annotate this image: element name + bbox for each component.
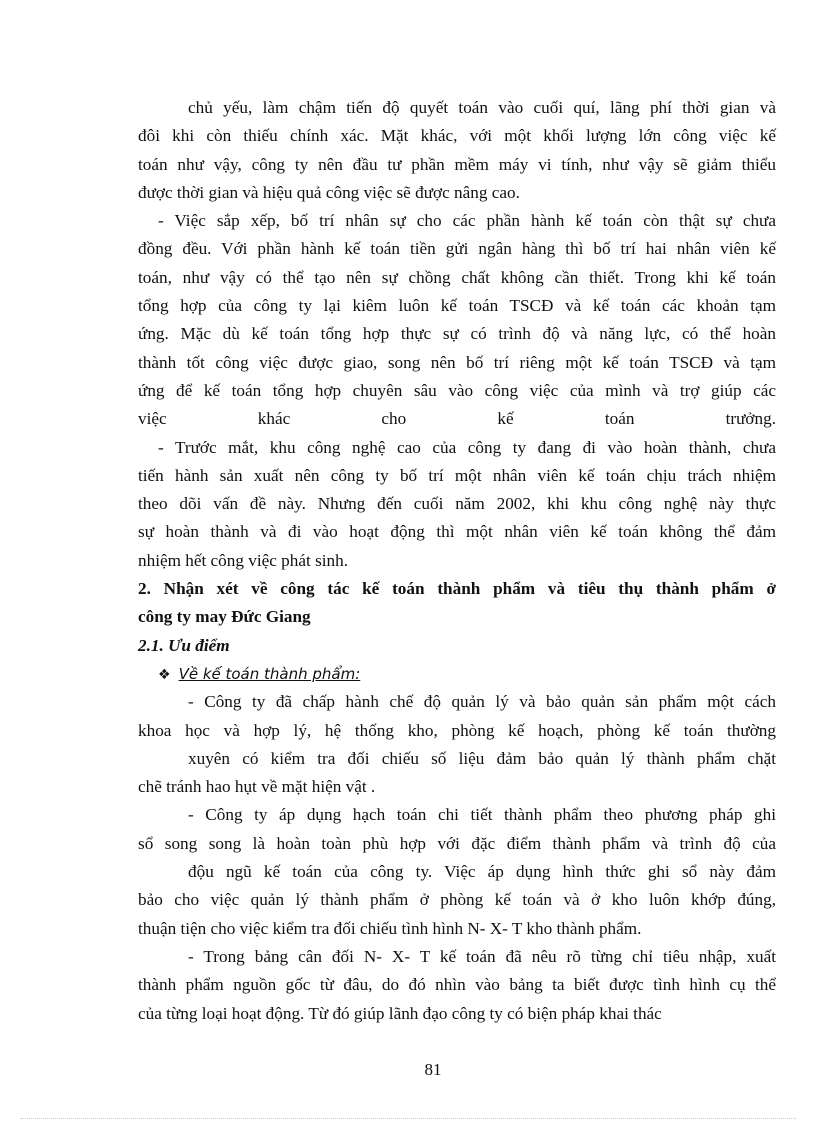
subsection-heading: 2.1. Ưu điểm [138, 635, 230, 655]
footer-divider [20, 1118, 796, 1119]
text-line: toán như vậy, công ty nên đầu tư phần mềm máy vi tính, như vậy sẽ giảm thiểu [138, 154, 776, 174]
text-line: độu ngũ kế toán của công ty. Việc áp dụng hình thức ghi sổ này đảm [188, 862, 776, 882]
text-line: - Trước mắt, khu công nghệ cao của công ty đang đi vào hoàn thành, chưa [158, 437, 776, 457]
text-line: việc khác cho kế toán trưởng. [138, 409, 776, 429]
text-line: khoa học và hợp lý, hệ thống kho, phòng kế hoạch, phòng kế toán thường [138, 720, 776, 740]
text-line: chẽ tránh hao hụt về mặt hiện vật . [138, 777, 376, 797]
text-line: theo dõi vấn đề này. Nhưng đến cuối năm 2002, khi khu công nghệ này thực [138, 494, 776, 514]
text-line: thuận tiện cho việc kiểm tra đối chiếu tình hình N- X- T kho thành phẩm. [138, 918, 642, 938]
text-line: thành tốt công việc được giao, song nên bố trí riêng một kế toán TSCĐ và tạm [138, 352, 776, 372]
section-heading-continued: công ty may Đức Giang [138, 607, 311, 627]
bullet-subheading [138, 660, 776, 688]
text-line: tổng hợp của công ty lại kiêm luôn kế toán TSCĐ và kế toán các khoản tạm [138, 296, 776, 316]
text-line: thành phẩm nguồn gốc từ đâu, do đó nhìn vào bảng ta biết được tình hình cụ thể [138, 975, 776, 995]
text-line: toán, như vậy có thể tạo nên sự chồng chất không cần thiết. Trong khi kế toán [138, 267, 776, 287]
text-line: chủ yếu, làm chậm tiến độ quyết toán vào cuối quí, lãng phí thời gian và [188, 98, 776, 117]
text-line: ứng. Mặc dù kế toán tổng hợp thực sự có trình độ và năng lực, có thể hoàn [138, 324, 776, 344]
body-text [138, 94, 776, 1028]
text-line: - Công ty áp dụng hạch toán chi tiết thành phẩm theo phương pháp ghi [188, 805, 776, 825]
text-line: sự hoàn thành và đi vào hoạt động thì một nhân viên kế toán không thể đảm [138, 522, 776, 542]
text-line: tiến hành sản xuất nên công ty bố trí một nhân viên kế toán chịu trách nhiệm [138, 465, 776, 485]
page-number: 81 [424, 1060, 442, 1079]
text-line: đôi khi còn thiếu chính xác. Mặt khác, với một khối lượng lớn công việc kế [138, 126, 776, 146]
bullet-subheading-text: Về kế toán thành phẩm: [178, 664, 361, 683]
text-line: ứng để kế toán tổng hợp chuyên sâu vào công việc của mình và trợ giúp các [138, 380, 776, 400]
text-line: đồng đều. Với phần hành kế toán tiền gửi ngân hàng thì bố trí hai nhân viên kế [138, 239, 776, 259]
section-heading: 2. Nhận xét về công tác kế toán thành phẩm và tiêu thụ thành phẩm ở [138, 579, 776, 599]
text-line: - Trong bảng cân đối N- X- T kế toán đã nêu rõ từng chỉ tiêu nhập, xuất [188, 946, 776, 966]
text-line: của từng loại hoạt động. Từ đó giúp lãnh đạo công ty có biện pháp khai thác [138, 1003, 662, 1023]
text-line: - Việc sắp xếp, bố trí nhân sự cho các phần hành kế toán còn thật sự chưa [158, 211, 776, 231]
text-line: - Công ty đã chấp hành chế độ quản lý và bảo quản sản phẩm một cách [188, 692, 776, 712]
text-line: nhiệm hết công việc phát sinh. [138, 550, 349, 570]
text-line: xuyên có kiểm tra đối chiếu số liệu đảm bảo quản lý thành phẩm chặt [188, 748, 776, 768]
text-line: được thời gian và hiệu quả công việc sẽ được nâng cao. [138, 182, 520, 202]
diamond-bullet-icon: ❖ [158, 666, 171, 683]
text-line: bảo cho việc quản lý thành phẩm ở phòng kế toán và ở kho luôn khớp đúng, [138, 890, 776, 910]
text-line: sổ song song là hoàn toàn phù hợp với đặc điểm thành phẩm và trình độ của [138, 833, 776, 853]
